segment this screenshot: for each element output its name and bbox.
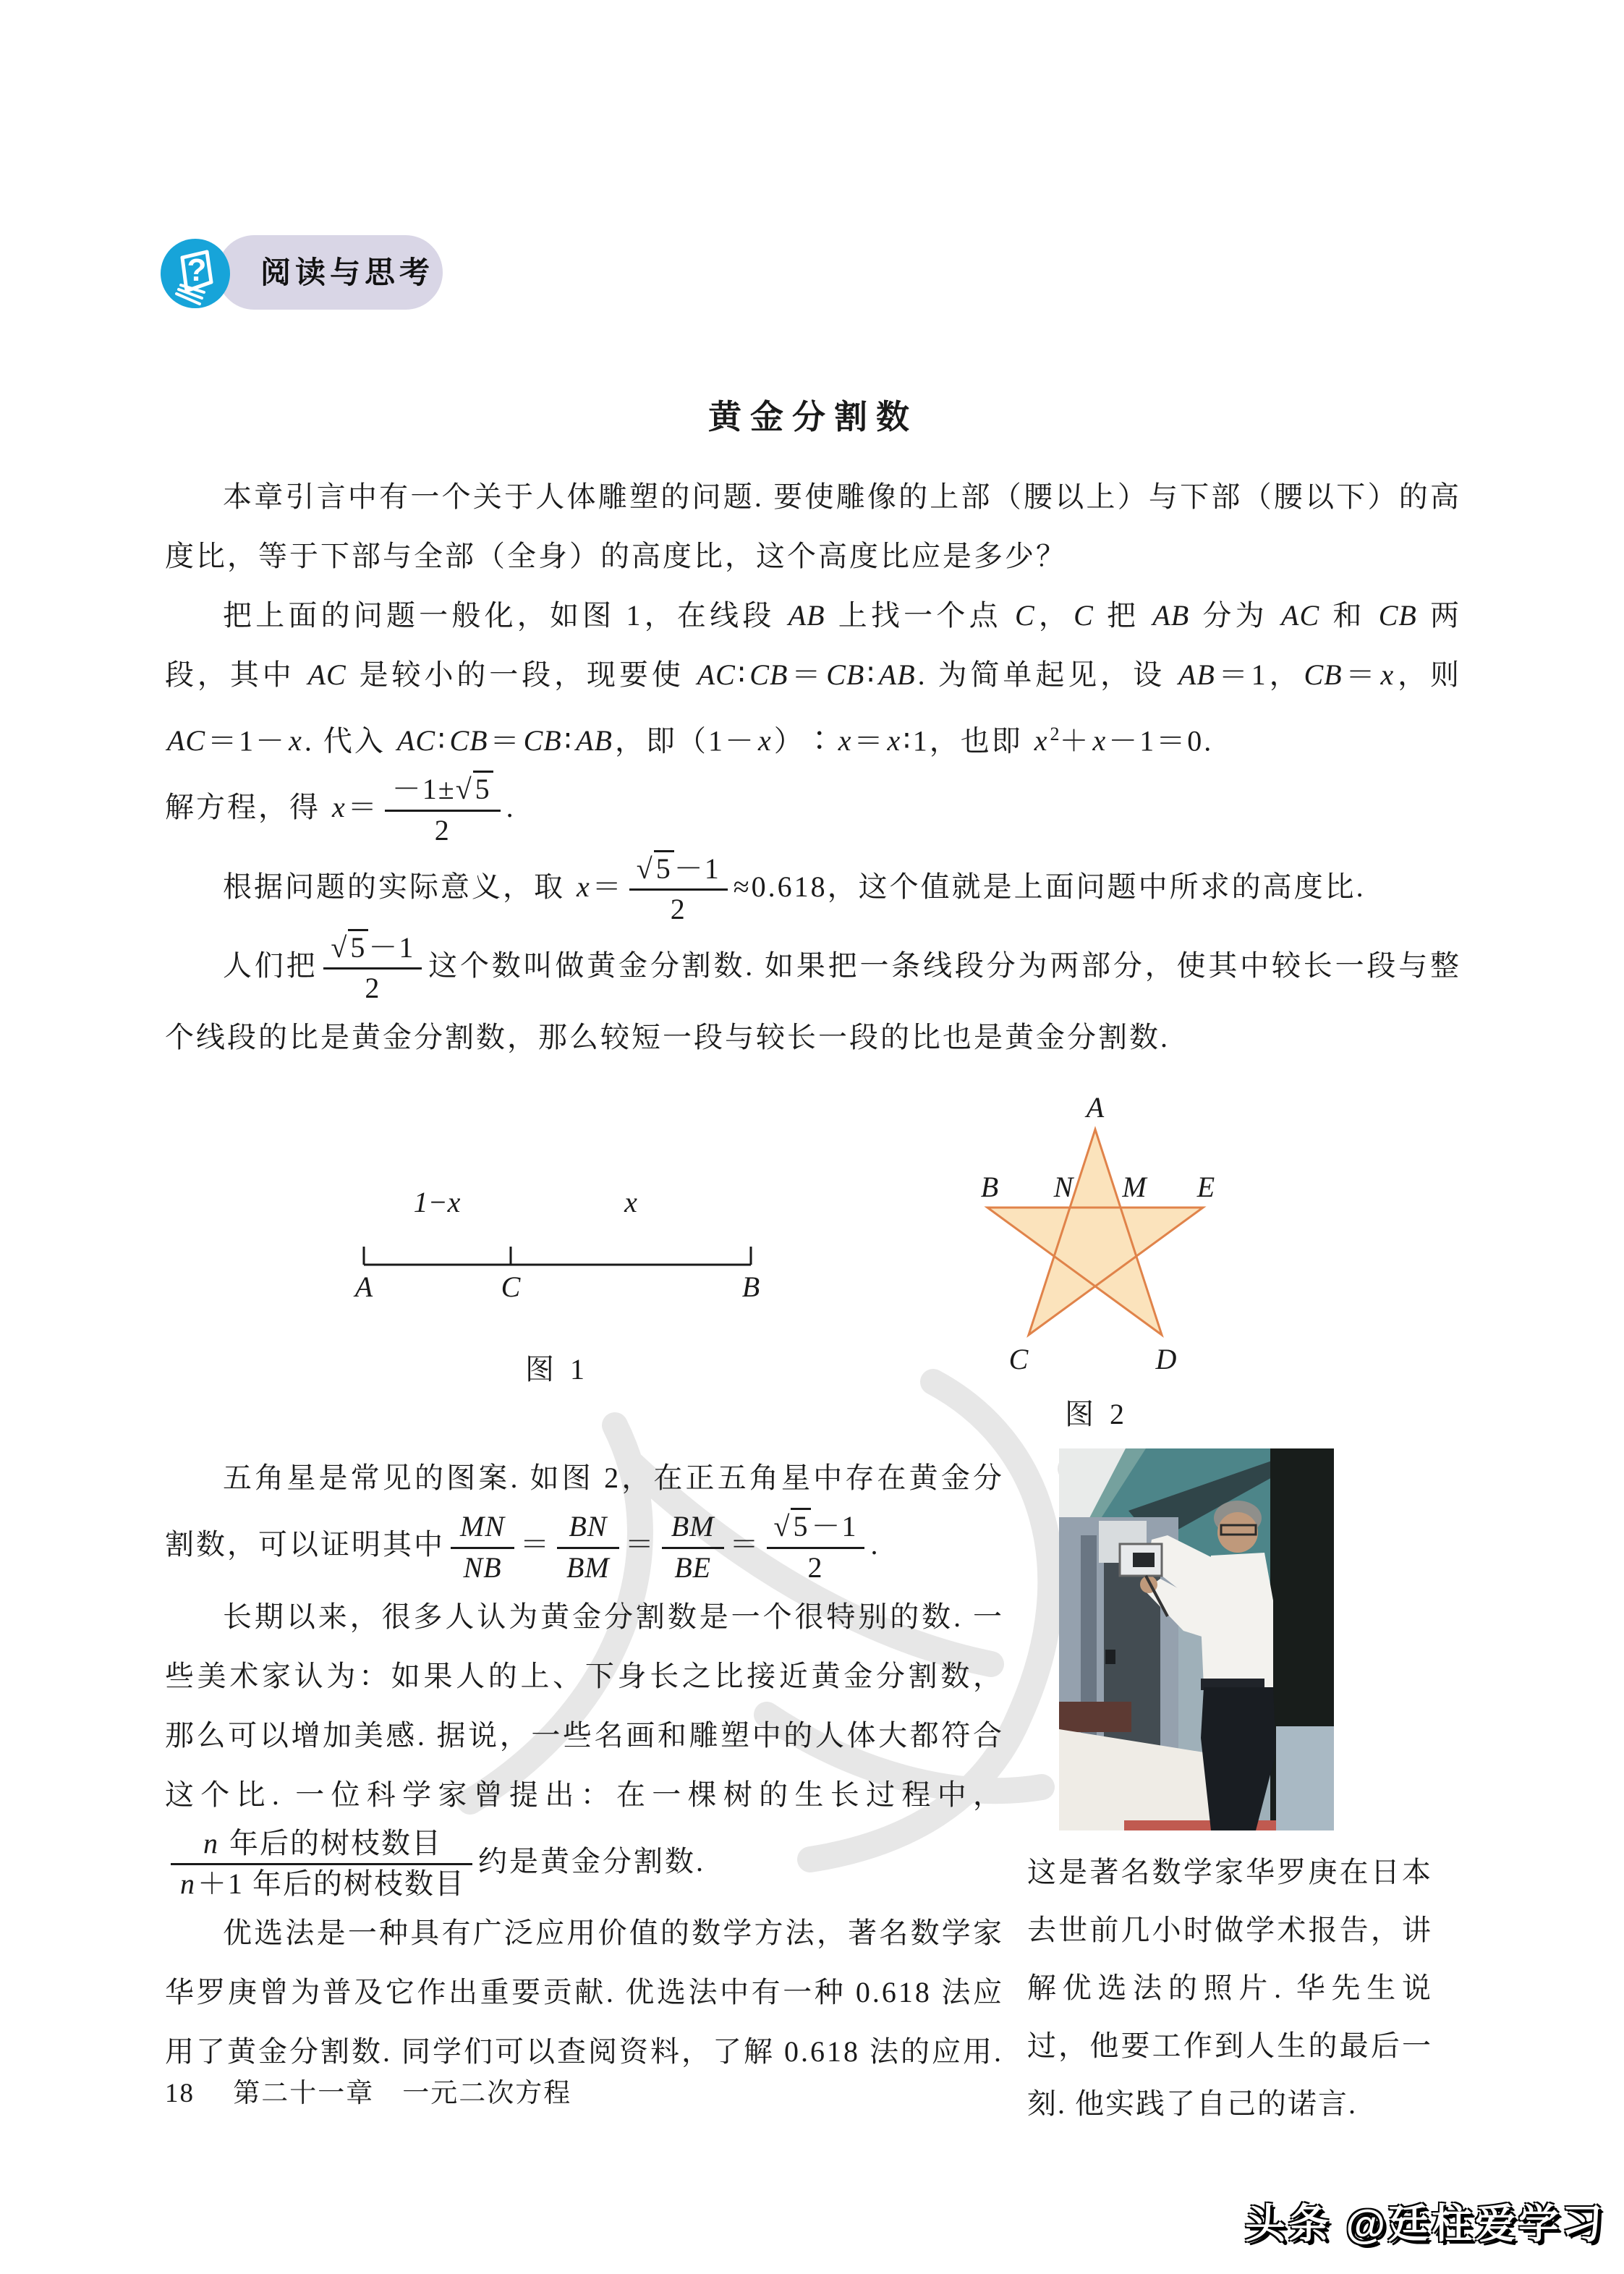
figure-1 [302, 1073, 809, 1438]
badge-label: 阅读与思考 [260, 255, 435, 289]
page-number: 18 [165, 2079, 195, 2108]
figure-2-point-m: M [1122, 1171, 1147, 1204]
paragraph: 根据问题的实际意义，取 x＝ $\frac{√5-1}{2}$ ≈0.618，这个值就是上面问题中所求的高度比. [165, 850, 1461, 929]
page-footer [165, 2071, 571, 2110]
figure-2 [955, 1073, 1331, 1438]
figure-2-point-b: B [980, 1171, 999, 1204]
page-title: 黄金分割数 [708, 399, 918, 436]
figure-2-point-a: A [1086, 1091, 1105, 1124]
paragraph: 优选法是一种具有广泛应用价值的数学方法，著名数学家华罗庚曾为普及它作出重要贡献. 优选法中有一种 0.618 法应用了黄金分割数. 同学们可以查阅资料，了解 0.618 法的应用. [165, 1917, 1004, 2069]
figures-row [165, 1073, 1461, 1438]
article [165, 391, 1461, 2133]
paragraph: 五角星是常见的图案. 如图 2，在正五角星中存在黄金分割数，可以证明其中 $\frac{MN}{NB}$ ＝ $\frac{BN}{BM}$ ＝ $\frac{BM}{BE}$ ＝ $\frac{√5-1}{2}$ . [165, 1461, 1004, 1584]
photo-caption: 这是著名数学家华罗庚在日本去世前几小时做学术报告，讲解优选法的照片. 华先生说过，他要工作到人生的最后一刻. 他实践了自己的诺言. [1027, 1856, 1432, 2121]
figure-1-segment-cb-label: x [624, 1186, 637, 1219]
figure-1-point-c: C [501, 1270, 521, 1304]
section-badge [161, 234, 450, 315]
two-column-section [165, 1448, 1461, 2133]
photo-hua-luogeng [1059, 1448, 1334, 1830]
toutiao-watermark: 头条 @廷柱爱学习 [1244, 2201, 1605, 2247]
figure-1-point-a: A [354, 1270, 373, 1304]
figure-2-caption: 图 2 [1065, 1398, 1128, 1431]
paragraph: 长期以来，很多人认为黄金分割数是一个很特别的数. 一些美术家认为：如果人的上、下身长之比接近黄金分割数，那么可以增加美感. 据说，一些名画和雕塑中的人体大都符合这个比. 一位科学家曾提出：在一棵树的生长过程中， $\frac{\text{n 年后的树枝数目}}{\text{n＋1 年后的树枝数目}}$ 约是黄金分割数. [165, 1600, 1004, 1901]
main-text-block [165, 467, 1461, 1067]
figure-2-point-n: N [1053, 1171, 1074, 1204]
figure-2-point-e: E [1196, 1171, 1215, 1204]
figure-2-point-d: D [1155, 1343, 1177, 1376]
svg-text:?: ? [187, 253, 207, 288]
column-text-block [165, 1448, 1004, 2082]
figure-1-segment-ac-label: 1−x [413, 1186, 461, 1219]
paragraph: 本章引言中有一个关于人体雕塑的问题. 要使雕像的上部（腰以上）与下部（腰以下）的高度比，等于下部与全部（全身）的高度比，这个高度比应是多少？ [165, 480, 1461, 572]
figure-1-line-art [302, 1232, 809, 1276]
figure-1-caption: 图 1 [525, 1353, 589, 1386]
figure-2-point-c: C [1008, 1343, 1029, 1376]
figure-1-point-b: B [741, 1270, 760, 1304]
paragraph: 解方程，得 x＝ $\frac{-1\pm√5}{2}$ . [165, 771, 1461, 849]
photo-column [1027, 1448, 1461, 2133]
chapter-title: 第二十一章 一元二次方程 [233, 2079, 572, 2108]
photo-scene [1059, 1448, 1334, 1830]
head [1217, 1512, 1258, 1553]
book-question-icon [161, 239, 230, 308]
paragraph: 把上面的问题一般化，如图 1，在线段 AB 上找一个点 C，C 把 AB 分为 AC 和 CB 两段，其中 AC 是较小的一段，现要使 AC∶CB＝CB∶AB. 为简单起见，设 AB＝1，CB＝x，则 AC＝1－x. 代入 AC∶CB＝CB∶AB，即（1－x）∶x＝x∶1，也即 x $^2$＋x－1＝0. [165, 599, 1462, 758]
paragraph: 人们把 $\frac{√5-1}{2}$ 这个数叫做黄金分割数. 如果把一条线段分为两部分，使其中较长一段与整个线段的比是黄金分割数，那么较短一段与较长一段的比也是黄金分割数. [165, 929, 1461, 1067]
